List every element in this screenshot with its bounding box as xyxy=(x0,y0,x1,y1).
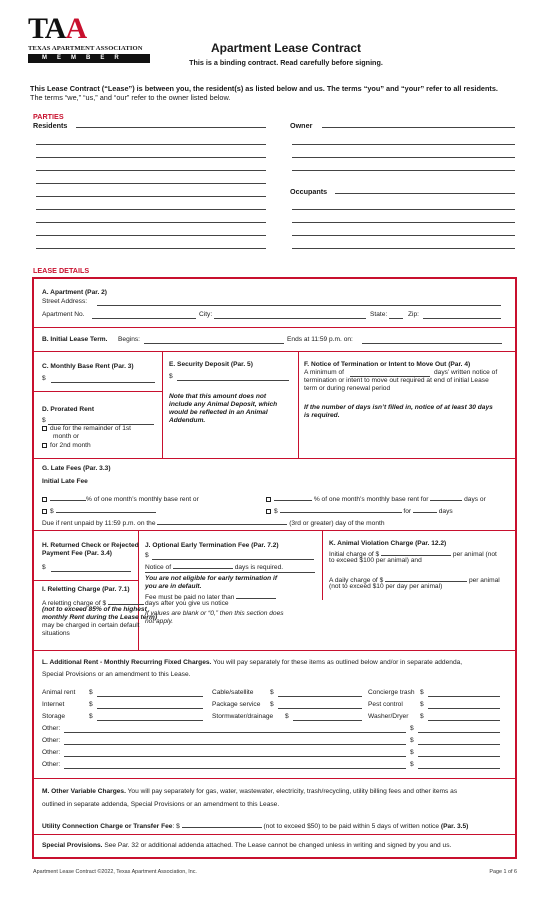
ends-label: Ends at 11:59 p.m. on: xyxy=(287,336,353,343)
owner-line[interactable] xyxy=(292,144,515,145)
section-j-title: J. Optional Early Termination Fee (Par. 7.2) xyxy=(145,542,279,549)
intro-line-1: This Lease Contract (“Lease”) is between you, the resident(s) as listed below and us. The terms “you” and “your” refer to all residents. xyxy=(30,84,498,93)
animal-rent-dollar: $ xyxy=(89,689,93,696)
reletting-line-5: situations xyxy=(42,630,70,637)
zip-field[interactable] xyxy=(423,318,501,319)
intro-text xyxy=(30,84,530,102)
notice-note-1: If the number of days isn’t filled in, notice of at least 30 days xyxy=(304,404,493,411)
section-divider xyxy=(33,351,515,352)
internet-dollar: $ xyxy=(89,701,93,708)
late-fee-checkbox-4[interactable] xyxy=(266,509,271,514)
deposit-note-3: would be reflected in an Animal xyxy=(169,409,268,416)
prorated-option-2[interactable]: for 2nd month xyxy=(42,442,91,450)
notice-line-3: term or during renewal period xyxy=(304,385,391,392)
occupant-line[interactable] xyxy=(335,193,515,194)
resident-line[interactable] xyxy=(76,127,266,128)
city-field[interactable] xyxy=(214,318,366,319)
footer-copyright: Apartment Lease Contract ©2022, Texas Apartment Association, Inc. xyxy=(33,869,197,875)
notice-line-2: termination or intent to move out required at end of initial Lease xyxy=(304,377,489,384)
late-fee-option-4[interactable]: $ for days xyxy=(266,506,453,516)
washer-dollar: $ xyxy=(420,713,424,720)
pest-control-label: Pest control xyxy=(368,701,403,708)
other-label-1: Other: xyxy=(42,725,61,732)
other-dollar-3: $ xyxy=(410,749,414,756)
animal-charge-line-1: Initial charge of $ per animal (not xyxy=(329,551,497,558)
cable-dollar: $ xyxy=(270,689,274,696)
section-h-title-1: H. Returned Check or Rejected xyxy=(42,542,139,549)
late-fee-checkbox-3[interactable] xyxy=(42,509,47,514)
returned-check-fee-field[interactable] xyxy=(51,571,131,572)
resident-line[interactable] xyxy=(36,235,266,236)
other-amount-field[interactable] xyxy=(418,756,500,757)
animal-charge-line-2: to exceed $100 per animal) and xyxy=(329,557,422,564)
occupant-line[interactable] xyxy=(292,209,515,210)
section-f-title: F. Notice of Termination or Intent to Move Out (Par. 4) xyxy=(304,361,471,368)
column-divider xyxy=(322,530,323,600)
other-label-4: Other: xyxy=(42,761,61,768)
utility-connection-line: Utility Connection Charge or Transfer Fee: $ (not to exceed $50) to be paid within 5 days of written notice (Par. 3.5) xyxy=(42,823,469,830)
other-label-2: Other: xyxy=(42,737,61,744)
owner-label: Owner xyxy=(290,121,313,130)
early-term-dollar: $ xyxy=(145,552,149,559)
section-divider xyxy=(33,391,162,392)
storage-dollar: $ xyxy=(89,713,93,720)
other-label-3: Other: xyxy=(42,749,61,756)
apartment-no-label: Apartment No. xyxy=(42,311,85,318)
reletting-line-2: (not to exceed 85% of the highest xyxy=(42,606,147,613)
animal-charge-line-4: (not to exceed $10 per day per animal) xyxy=(329,583,443,590)
street-address-label: Street Address: xyxy=(42,298,88,305)
resident-line[interactable] xyxy=(36,222,266,223)
column-divider xyxy=(298,351,299,458)
other-dollar-2: $ xyxy=(410,737,414,744)
prorated-option-1[interactable]: due for the remainder of 1st xyxy=(42,425,131,433)
early-term-line-1: Fee must be paid no later than xyxy=(145,592,276,602)
occupants-label: Occupants xyxy=(290,187,328,196)
logo-mark: TAA xyxy=(28,12,87,45)
resident-line[interactable] xyxy=(36,144,266,145)
late-fee-checkbox-1[interactable] xyxy=(42,497,47,502)
notice-line-1b: days’ written notice of xyxy=(434,369,498,376)
utility-fee-field[interactable] xyxy=(182,821,262,828)
reletting-line-4: may be charged in certain default xyxy=(42,622,140,629)
logo-org-name: TEXAS APARTMENT ASSOCIATION xyxy=(28,45,143,52)
concierge-trash-label: Concierge trash xyxy=(368,689,415,696)
owner-line[interactable] xyxy=(322,127,515,128)
late-fee-option-2[interactable]: % of one month’s monthly base rent for days or xyxy=(266,494,486,504)
early-term-line-2: days after you give us notice xyxy=(145,600,229,607)
section-m-header: M. Other Variable Charges. You will pay separately for gas, water, wastewater, electricity, trash/recycling, utility billing fees and other items as xyxy=(42,788,458,795)
stormwater-dollar: $ xyxy=(285,713,289,720)
initial-late-fee-label: Initial Late Fee xyxy=(42,478,88,485)
other-desc-field[interactable] xyxy=(64,768,406,769)
security-deposit-field[interactable] xyxy=(177,380,289,381)
apartment-no-field[interactable] xyxy=(92,318,196,319)
section-b-title: B. Initial Lease Term. xyxy=(42,336,108,343)
early-termination-fee-field[interactable] xyxy=(152,559,314,560)
internet-label: Internet xyxy=(42,701,65,708)
resident-line[interactable] xyxy=(36,196,266,197)
pest-control-field[interactable] xyxy=(428,708,500,709)
parties-heading: PARTIES xyxy=(33,112,64,121)
state-field[interactable] xyxy=(389,318,403,319)
storage-label: Storage xyxy=(42,713,66,720)
deposit-note-1: Note that this amount does not xyxy=(169,393,267,400)
internet-field[interactable] xyxy=(97,708,203,709)
late-fee-option-3[interactable]: $ xyxy=(42,506,156,516)
section-divider xyxy=(33,458,515,459)
section-c-title: C. Monthly Base Rent (Par. 3) xyxy=(42,363,134,370)
reletting-line-1: A reletting charge of $ xyxy=(42,598,144,608)
owner-line[interactable] xyxy=(292,157,515,158)
lease-details-heading: LEASE DETAILS xyxy=(33,266,90,275)
column-divider xyxy=(162,351,163,458)
late-fee-due-line: Due if rent unpaid by 11:59 p.m. on the (3rd or greater) day of the month xyxy=(42,520,385,527)
occupant-line[interactable] xyxy=(292,248,515,249)
early-term-note-3: If values are blank or “0,” then this section does xyxy=(145,610,284,617)
monthly-rent-field[interactable] xyxy=(51,382,155,383)
notice-note-2: is required. xyxy=(304,412,340,419)
prorated-option-1-cont: month or xyxy=(53,433,80,440)
other-dollar-1: $ xyxy=(410,725,414,732)
concierge-trash-field[interactable] xyxy=(428,696,500,697)
document-title: Apartment Lease Contract xyxy=(210,41,362,55)
section-h-title-2: Payment Fee (Par. 3.4) xyxy=(42,550,113,557)
section-d-title: D. Prorated Rent xyxy=(42,406,95,413)
section-divider xyxy=(33,580,138,581)
other-amount-field[interactable] xyxy=(418,732,500,733)
cable-field[interactable] xyxy=(278,696,362,697)
section-k-title: K. Animal Violation Charge (Par. 12.2) xyxy=(329,540,447,547)
street-address-field[interactable] xyxy=(97,305,501,306)
stormwater-field[interactable] xyxy=(293,720,362,721)
divider-line xyxy=(145,572,315,573)
deposit-dollar: $ xyxy=(169,373,173,380)
prorated-dollar: $ xyxy=(42,417,46,424)
reletting-line-3: monthly Rent during the Lease term) xyxy=(42,614,158,621)
lease-ends-field[interactable] xyxy=(362,343,502,344)
notice-line-1a: A minimum of xyxy=(304,369,344,376)
prorated-checkbox-2[interactable] xyxy=(42,443,47,448)
storage-field[interactable] xyxy=(97,720,203,721)
section-l-header: L. Additional Rent - Monthly Recurring Fixed Charges. You will pay separately for these items as outlined below and/or in separate addenda, xyxy=(42,659,463,666)
section-g-title: G. Late Fees (Par. 3.3) xyxy=(42,465,111,472)
owner-line[interactable] xyxy=(292,170,515,171)
deposit-note-2: include any Animal Deposit, which xyxy=(169,401,278,408)
section-divider xyxy=(33,327,515,328)
monthly-rent-dollar: $ xyxy=(42,375,46,382)
city-label: City: xyxy=(199,311,213,318)
cable-label: Cable/satellite xyxy=(212,689,254,696)
washer-dryer-label: Washer/Dryer xyxy=(368,713,409,720)
pest-dollar: $ xyxy=(420,701,424,708)
other-desc-field[interactable] xyxy=(64,732,406,733)
section-m-desc: outlined in separate addenda, Special Provisions or an amendment to this Lease. xyxy=(42,801,280,808)
section-divider xyxy=(33,778,515,779)
other-amount-field[interactable] xyxy=(418,768,500,769)
section-i-title: I. Reletting Charge (Par. 7.1) xyxy=(42,586,130,593)
section-divider xyxy=(33,530,515,531)
late-fee-checkbox-2[interactable] xyxy=(266,497,271,502)
special-provisions-line: Special Provisions. See Par. 32 or additional addenda attached. The Lease cannot be changed unless in writing and signed by you and us. xyxy=(42,842,452,849)
early-term-note-2: you are in default. xyxy=(145,583,202,590)
page-number: Page 1 of 6 xyxy=(489,869,517,875)
section-l-desc: Special Provisions or an amendment to this Lease. xyxy=(42,671,191,678)
begins-label: Begins: xyxy=(118,336,140,343)
section-divider xyxy=(33,650,515,651)
logo-member-bar: MEMBER xyxy=(28,54,150,63)
taa-logo xyxy=(28,14,150,63)
late-fee-option-1[interactable]: % of one month’s monthly base rent or xyxy=(42,494,199,504)
animal-rent-field[interactable] xyxy=(97,696,203,697)
section-divider xyxy=(33,834,515,835)
washer-dryer-field[interactable] xyxy=(428,720,500,721)
package-dollar: $ xyxy=(270,701,274,708)
returned-check-dollar: $ xyxy=(42,564,46,571)
resident-line[interactable] xyxy=(36,170,266,171)
state-label: State: xyxy=(370,311,388,318)
prorated-checkbox-1[interactable] xyxy=(42,426,47,431)
other-amount-field[interactable] xyxy=(418,744,500,745)
residents-label: Residents xyxy=(33,121,68,130)
occupant-line[interactable] xyxy=(292,235,515,236)
section-e-title: E. Security Deposit (Par. 5) xyxy=(169,361,253,368)
deposit-note-4: Addendum. xyxy=(169,417,206,424)
package-field[interactable] xyxy=(278,708,362,709)
resident-line[interactable] xyxy=(36,157,266,158)
section-a-title: A. Apartment (Par. 2) xyxy=(42,289,107,296)
early-term-note-1: You are not eligible for early termination if xyxy=(145,575,278,582)
early-term-notice: Notice of days is required. xyxy=(145,564,284,571)
resident-line[interactable] xyxy=(36,183,266,184)
other-desc-field[interactable] xyxy=(64,756,406,757)
resident-line[interactable] xyxy=(36,209,266,210)
package-label: Package service xyxy=(212,701,261,708)
zip-label: Zip: xyxy=(408,311,419,318)
other-desc-field[interactable] xyxy=(64,744,406,745)
early-term-note-4: not apply. xyxy=(145,618,174,625)
stormwater-label: Stormwater/drainage xyxy=(212,713,274,720)
animal-rent-row: Animal rent xyxy=(42,689,76,696)
concierge-dollar: $ xyxy=(420,689,424,696)
resident-line[interactable] xyxy=(36,248,266,249)
intro-line-2: The terms “we,” “us,” and “our” refer to the owner listed below. xyxy=(30,93,231,102)
occupant-line[interactable] xyxy=(292,222,515,223)
document-subtitle: This is a binding contract. Read carefully before signing. xyxy=(189,58,383,67)
animal-charge-line-3: A daily charge of $ per animal xyxy=(329,577,500,584)
other-dollar-4: $ xyxy=(410,761,414,768)
lease-begins-field[interactable] xyxy=(144,343,284,344)
